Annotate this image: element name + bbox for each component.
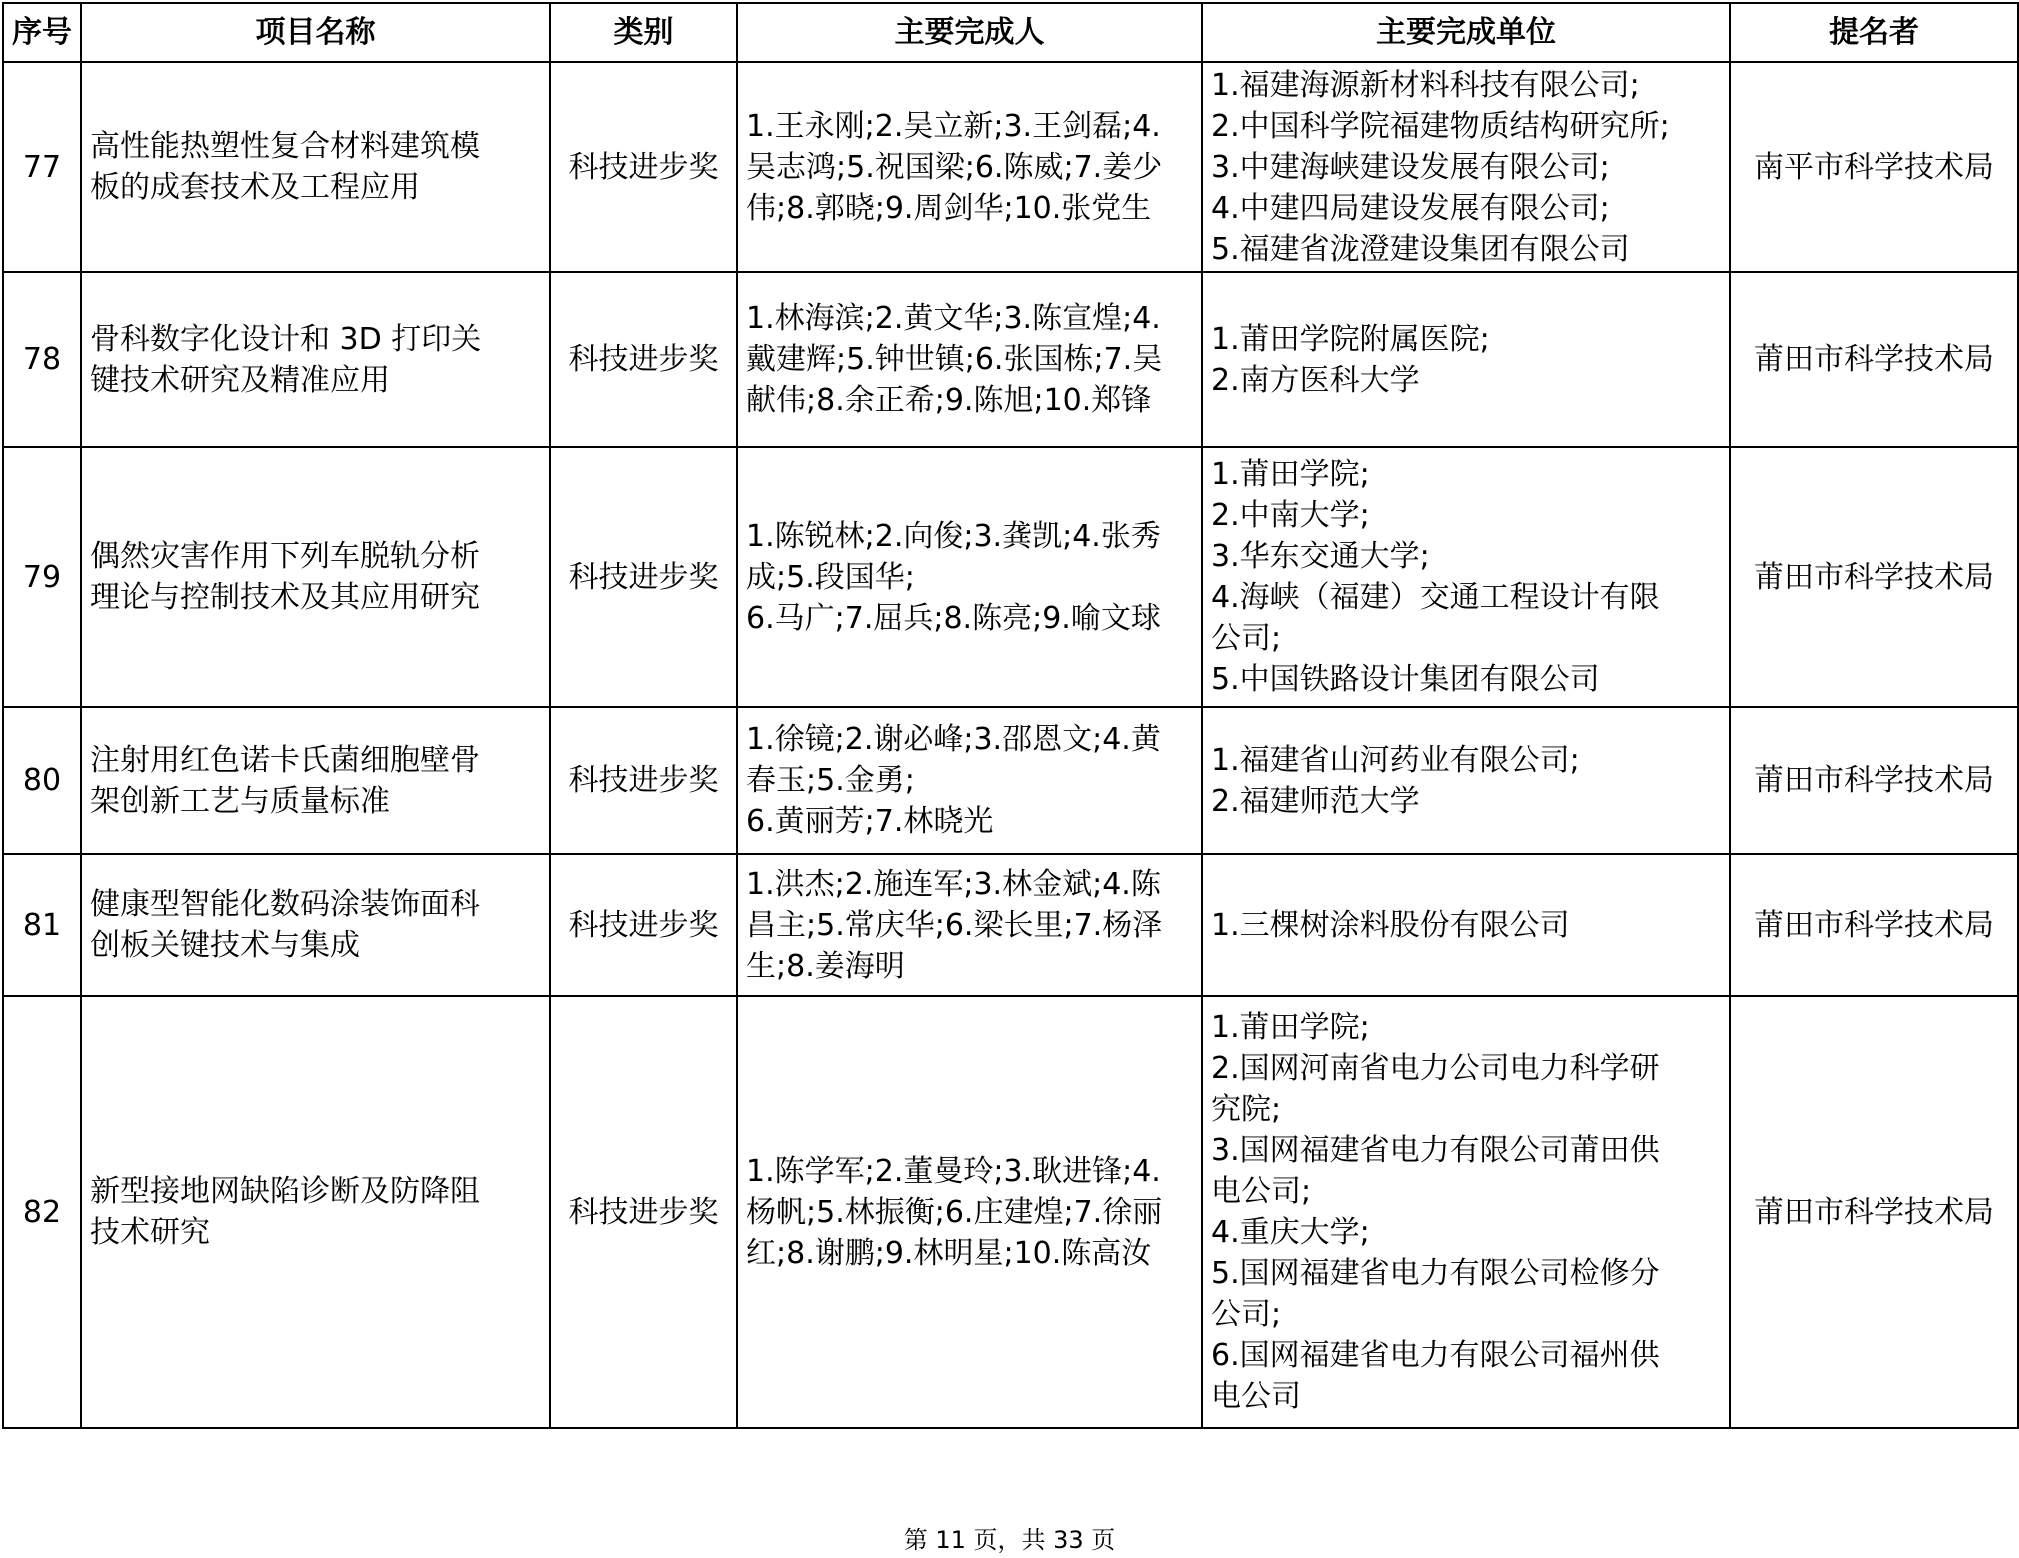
main-units <box>1202 272 1730 447</box>
people-line: 1.徐镜;2.谢必峰;3.邵恩文;4.黄 <box>746 722 1161 757</box>
category: 科技进步奖 <box>550 707 737 854</box>
unit-line: 4.中建四局建设发展有限公司; <box>1211 190 1610 226</box>
project-name-line: 注射用红色诺卡氏菌细胞壁骨 <box>90 742 480 778</box>
row-num: 79 <box>3 447 81 707</box>
table-row <box>3 62 2018 272</box>
people-line: 春玉;5.金勇; <box>746 763 915 798</box>
unit-line: 5.中国铁路设计集团有限公司 <box>1211 662 1600 697</box>
main-units <box>1202 854 1730 996</box>
unit-line: 2.福建师范大学 <box>1211 783 1420 819</box>
header-num: 序号 <box>3 3 81 62</box>
people-line: 6.黄丽芳;7.林晓光 <box>746 804 994 839</box>
project-name-line: 高性能热塑性复合材料建筑模 <box>90 129 480 164</box>
people-line: 1.王永刚;2.吴立新;3.王剑磊;4. <box>746 108 1161 144</box>
project-name <box>81 272 550 447</box>
project-name <box>81 707 550 854</box>
unit-line: 4.海峡（福建）交通工程设计有限 <box>1211 580 1660 615</box>
unit-line: 电公司 <box>1211 1379 1301 1414</box>
nominator: 莆田市科学技术局 <box>1730 447 2018 707</box>
category: 科技进步奖 <box>550 272 737 447</box>
header-row <box>3 3 2018 62</box>
people-line: 1.陈锐林;2.向俊;3.龚凯;4.张秀 <box>746 518 1161 554</box>
people-line: 献伟;8.余正希;9.陈旭;10.郑锋 <box>746 383 1152 418</box>
unit-line: 4.重庆大学; <box>1211 1215 1370 1250</box>
main-people <box>737 62 1202 272</box>
header-project-name: 项目名称 <box>81 3 550 62</box>
project-name-line: 偶然灾害作用下列车脱轨分析 <box>90 539 480 574</box>
main-units <box>1202 447 1730 707</box>
unit-line: 1.福建海源新材料科技有限公司; <box>1211 67 1640 103</box>
people-line: 吴志鸿;5.祝国梁;6.陈威;7.姜少 <box>746 149 1163 185</box>
table-row <box>3 854 2018 996</box>
people-line: 成;5.段国华; <box>746 559 915 595</box>
main-people <box>737 707 1202 854</box>
project-name <box>81 854 550 996</box>
row-num: 77 <box>3 62 81 272</box>
header-main-people: 主要完成人 <box>737 3 1202 62</box>
header-main-units: 主要完成单位 <box>1202 3 1730 62</box>
people-line: 戴建辉;5.钟世镇;6.张国栋;7.吴 <box>746 342 1163 377</box>
project-name <box>81 447 550 707</box>
main-units <box>1202 62 1730 272</box>
table-row <box>3 707 2018 854</box>
unit-line: 2.中南大学; <box>1211 498 1370 533</box>
unit-line: 2.国网河南省电力公司电力科学研 <box>1211 1051 1660 1086</box>
main-people <box>737 272 1202 447</box>
row-num: 82 <box>3 996 81 1428</box>
people-line: 1.林海滨;2.黄文华;3.陈宣煌;4. <box>746 301 1161 336</box>
nominator: 莆田市科学技术局 <box>1730 996 2018 1428</box>
main-units <box>1202 707 1730 854</box>
people-line: 生;8.姜海明 <box>746 948 905 984</box>
table-row <box>3 447 2018 707</box>
header-nominator: 提名者 <box>1730 3 2018 62</box>
people-line: 昌主;5.常庆华;6.梁长里;7.杨泽 <box>746 907 1163 943</box>
project-name <box>81 62 550 272</box>
unit-line: 2.南方医科大学 <box>1211 362 1420 398</box>
people-line: 杨帆;5.林振衡;6.庄建煌;7.徐丽 <box>746 1194 1163 1230</box>
main-people <box>737 996 1202 1428</box>
unit-line: 6.国网福建省电力有限公司福州供 <box>1211 1338 1660 1373</box>
unit-line: 5.福建省泷澄建设集团有限公司 <box>1211 231 1630 267</box>
main-units <box>1202 996 1730 1428</box>
people-line: 伟;8.郭晓;9.周剑华;10.张党生 <box>746 190 1152 226</box>
project-name-line: 创板关键技术与集成 <box>90 928 360 963</box>
project-name <box>81 996 550 1428</box>
unit-line: 3.国网福建省电力有限公司莆田供 <box>1211 1133 1660 1168</box>
table-row <box>3 996 2018 1428</box>
project-name-line: 新型接地网缺陷诊断及防降阻 <box>90 1174 480 1209</box>
category: 科技进步奖 <box>550 854 737 996</box>
nominator: 莆田市科学技术局 <box>1730 272 2018 447</box>
row-num: 81 <box>3 854 81 996</box>
project-name-line: 板的成套技术及工程应用 <box>90 170 420 205</box>
unit-line: 1.福建省山河药业有限公司; <box>1211 742 1580 778</box>
category: 科技进步奖 <box>550 447 737 707</box>
unit-line: 1.莆田学院; <box>1211 1010 1370 1045</box>
project-name-line: 架创新工艺与质量标准 <box>90 783 390 819</box>
header-category: 类别 <box>550 3 737 62</box>
project-name-line: 骨科数字化设计和 3D 打印关 <box>90 321 482 357</box>
people-line: 1.陈学军;2.董曼玲;3.耿进锋;4. <box>746 1153 1161 1189</box>
unit-line: 公司; <box>1211 621 1282 656</box>
unit-line: 1.三棵树涂料股份有限公司 <box>1211 907 1570 943</box>
row-num: 78 <box>3 272 81 447</box>
unit-line: 1.莆田学院; <box>1211 457 1370 492</box>
unit-line: 3.华东交通大学; <box>1211 539 1430 574</box>
unit-line: 2.中国科学院福建物质结构研究所; <box>1211 108 1670 144</box>
awards-table <box>2 2 2019 1429</box>
people-line: 红;8.谢鹏;9.林明星;10.陈高汝 <box>746 1235 1152 1271</box>
unit-line: 究院; <box>1211 1092 1282 1127</box>
unit-line: 电公司; <box>1211 1174 1312 1209</box>
category: 科技进步奖 <box>550 996 737 1428</box>
unit-line: 公司; <box>1211 1297 1282 1332</box>
unit-line: 5.国网福建省电力有限公司检修分 <box>1211 1256 1660 1291</box>
table-row <box>3 272 2018 447</box>
nominator: 莆田市科学技术局 <box>1730 707 2018 854</box>
people-line: 1.洪杰;2.施连军;3.林金斌;4.陈 <box>746 866 1161 902</box>
project-name-line: 技术研究 <box>90 1215 210 1250</box>
nominator: 莆田市科学技术局 <box>1730 854 2018 996</box>
row-num: 80 <box>3 707 81 854</box>
project-name-line: 理论与控制技术及其应用研究 <box>90 580 480 615</box>
main-people <box>737 854 1202 996</box>
nominator: 南平市科学技术局 <box>1730 62 2018 272</box>
project-name-line: 键技术研究及精准应用 <box>90 362 390 398</box>
page-footer: 第 11 页，共 33 页 <box>903 1526 1116 1554</box>
people-line: 6.马广;7.屈兵;8.陈亮;9.喻文球 <box>746 600 1161 636</box>
unit-line: 1.莆田学院附属医院; <box>1211 321 1490 357</box>
unit-line: 3.中建海峡建设发展有限公司; <box>1211 149 1610 185</box>
main-people <box>737 447 1202 707</box>
category: 科技进步奖 <box>550 62 737 272</box>
project-name-line: 健康型智能化数码涂装饰面科 <box>90 887 480 922</box>
